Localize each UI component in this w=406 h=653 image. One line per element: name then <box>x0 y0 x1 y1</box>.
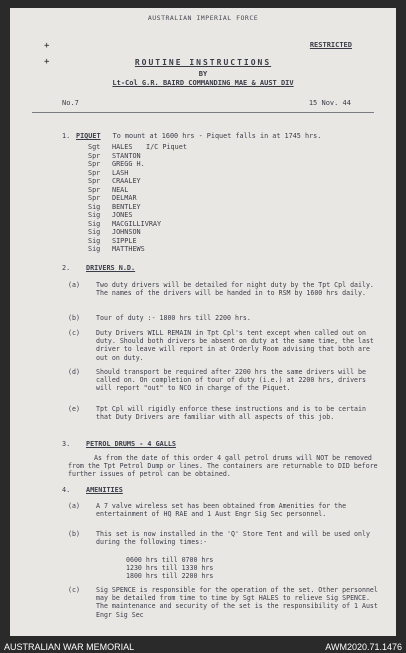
section-text: To mount at 1600 hrs - Piquet falls in at 1745 hrs. <box>112 132 322 140</box>
archive-name: AUSTRALIAN WAR MEMORIAL <box>4 641 135 652</box>
piquet-roster <box>88 143 232 254</box>
listening-times: 0600 hrs till 0700 hrs 1230 hrs till 1330 hrs 1800 hrs till 2200 hrs <box>126 556 214 581</box>
roster-row: Spr STANTON <box>88 151 141 160</box>
roster-row: Spr LASH <box>88 168 129 177</box>
section-number: 2. <box>62 264 71 272</box>
instruction-number: No.7 <box>62 99 79 107</box>
section-number: 3. <box>62 440 71 448</box>
archive-footer <box>0 640 406 653</box>
header-divider <box>32 112 374 113</box>
section-heading: DRIVERS N.D. <box>86 264 136 272</box>
instruction-date: 15 Nov. 44 <box>308 99 351 107</box>
commander-line: Lt-Col G.R. BAIRD COMMANDING MAE & AUST DIV <box>112 79 294 87</box>
document-page: + + AUSTRALIAN IMPERIAL FORCE RESTRICTED ROUTINE INSTRUCTIONS BY Lt-Col G.R. BAIRD COMMANDING MAE & AUST DIV No.7 15 Nov. 44 1. PIQUET To mount at 1600 hrs - Piquet falls in at 1745 hrs. Sgt HALES I/C Piquet Spr STANTON Spr GREGG H. Spr LASH Spr CRAALEY Spr NEAL Spr DELMAR Sig BENTLEY Sig JONES Sig MACGILLIVRAY Sig JOHNSON Sig SIPPLE Sig MATTHEWS 2. DRIVERS N.D. (a) Two duty drivers will be detailed for night duty by the Tpt Cpl daily. The names of the drivers will be handed in to RSM by 1600 hrs daily. (b) Tour of duty :- 1800 hrs till 2200 hrs. (c) Duty Drivers WILL REMAIN in Tpt Cpl's tent except when called out on duty. Should both drivers be absent on duty at the same time, the last driver to leave will report in at Orderly Room advising that both are out on duty. (d) Should transport be required after 2200 hrs the same drivers will be called on. On completion of tour of duty (i.e.) at 2200 hrs, drivers will report "out" to NCO in charge of the Piquet. (e) Tpt Cpl will rigidly enforce these instructions and is to be certain that Duty Drivers are familiar with all aspects of this job. 3. PETROL DRUMS - 4 GALLS As from the date of this order 4 gall petrol drums will NOT be removed from the Tpt Petrol Dump or lines. The containers are returnable to DID before further issues of petrol can be obtained. 4. AMENITIES (a) A 7 valve wireless set has been obtained from Amenities for the entertainment of HQ RAE and 1 Aust Engr Sig Sec personnel. (b) This set is now installed in the 'Q' Store Tent and will be used only during the following times:- 0600 hrs till 0700 hrs 1230 hrs till 1330 hrs 1800 hrs till 2200 hrs (c) Sig SPENCE is responsible for the operation of the set. Other personnel may be detailed from time to time by Sgt HALES to relieve Sig SPENCE. The maintenance and security of the set is the responsibility of 1 Aust Engr Sig Sec <box>10 8 396 636</box>
section-heading: PIQUET <box>76 132 101 140</box>
classification-label: RESTRICTED <box>309 41 352 49</box>
archive-reference: AWM2020.71.1476 <box>325 641 402 652</box>
roster-row: Sig MACGILLIVRAY <box>88 219 162 228</box>
roster-row: Spr CRAALEY <box>88 177 141 185</box>
section-heading: AMENITIES <box>86 486 123 494</box>
section-heading: PETROL DRUMS - 4 GALLS <box>86 440 177 448</box>
roster-row: Sig JONES <box>88 211 133 219</box>
roster-row: Spr GREGG H. <box>88 160 145 168</box>
section-number: 4. <box>62 486 71 494</box>
by-line: BY <box>198 70 208 78</box>
force-heading: AUSTRALIAN IMPERIAL FORCE <box>147 14 259 22</box>
roster-row: Spr DELMAR <box>88 194 137 202</box>
document-title: ROUTINE INSTRUCTIONS <box>134 58 272 67</box>
roster-row: Sig MATTHEWS <box>88 245 145 253</box>
roster-row: Sig BENTLEY <box>88 202 141 211</box>
roster-row: Sgt HALES I/C Piquet <box>88 143 187 151</box>
roster-row: Sig SIPPLE <box>88 236 137 245</box>
roster-row: Sig JOHNSON <box>88 228 141 236</box>
section-number: 1. <box>62 132 71 140</box>
roster-row: Spr NEAL <box>88 185 129 194</box>
pencil-marks: + + <box>44 41 50 67</box>
